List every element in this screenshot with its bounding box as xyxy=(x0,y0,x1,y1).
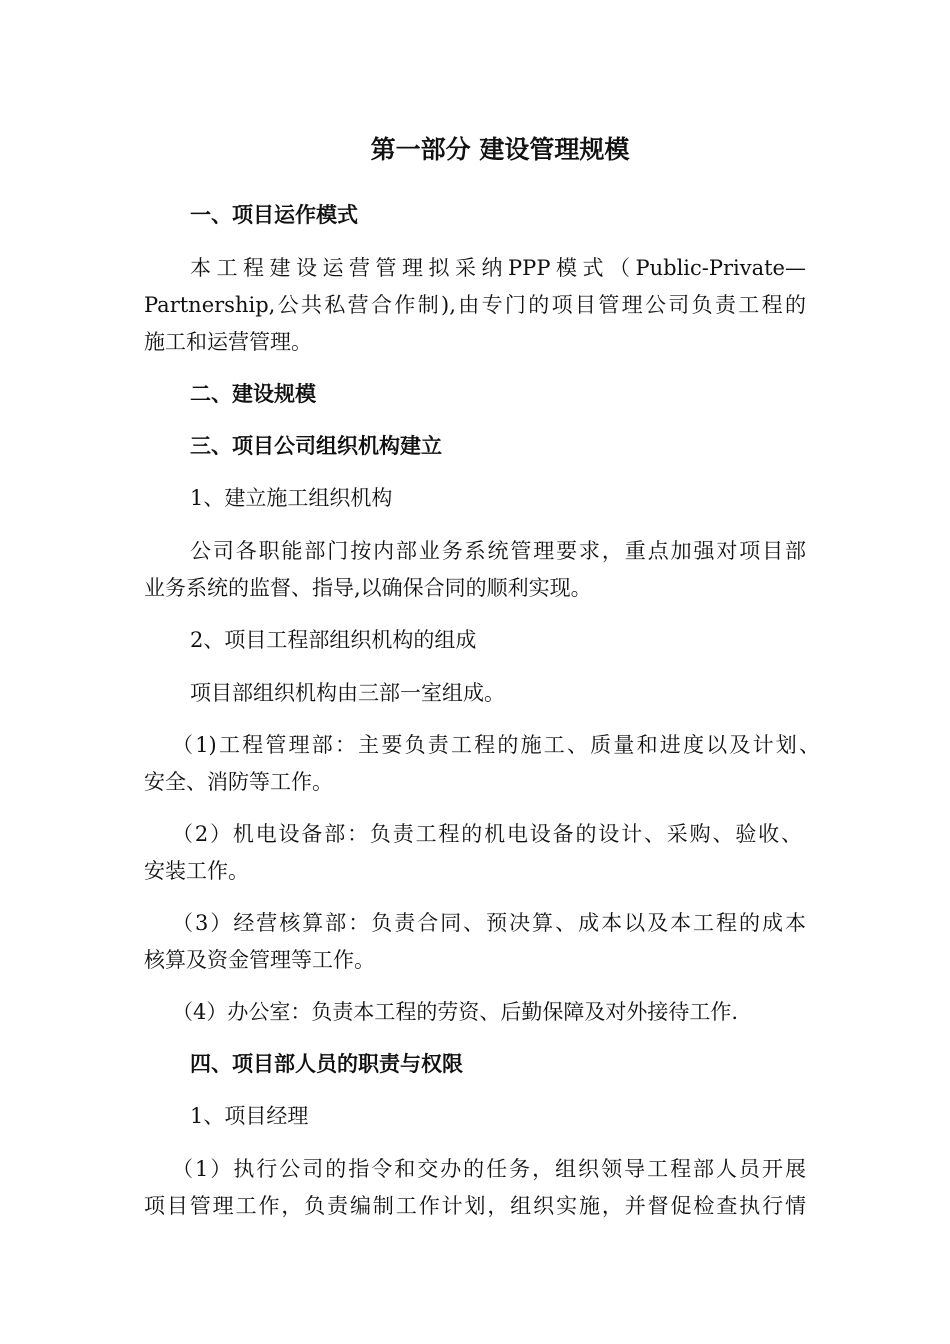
subsection-heading: 2、项目工程部组织机构的组成 xyxy=(190,628,477,652)
subsection-heading: 1、建立施工组织机构 xyxy=(190,486,393,510)
section-heading-responsibilities: 四、项目部人员的职责与权限 xyxy=(190,1052,463,1076)
paragraph-line: （1)工程管理部：主要负责工程的施工、质量和进度以及计划、 xyxy=(172,733,820,757)
paragraph-line: 项目管理工作，负责编制工作计划，组织实施，并督促检查执行情 xyxy=(144,1194,806,1218)
paragraph-line: 安装工作。 xyxy=(144,859,249,883)
paragraph-line: Partnership,公共私营合作制),由专门的项目管理公司负责工程的 xyxy=(144,293,806,317)
paragraph-line: 核算及资金管理等工作。 xyxy=(144,948,375,972)
page-title: 第一部分 建设管理规模 xyxy=(370,135,630,164)
section-heading-operation-mode: 一、项目运作模式 xyxy=(190,203,358,227)
paragraph-line: 施工和运营管理。 xyxy=(144,330,312,354)
paragraph-line: 业务系统的监督、指导,以确保合同的顺利实现。 xyxy=(144,576,592,600)
paragraph-line: （4）办公室：负责本工程的劳资、后勤保障及对外接待工作. xyxy=(172,1000,739,1024)
subsection-heading: 1、项目经理 xyxy=(190,1104,309,1128)
section-heading-organization: 三、项目公司组织机构建立 xyxy=(190,434,442,458)
paragraph-line: 项目部组织机构由三部一室组成。 xyxy=(190,681,505,705)
paragraph-line: （3）经营核算部：负责合同、预决算、成本以及本工程的成本 xyxy=(172,911,806,935)
paragraph-line: （1）执行公司的指令和交办的任务，组织领导工程部人员开展 xyxy=(172,1157,806,1181)
paragraph-line: 安全、消防等工作。 xyxy=(144,770,333,794)
paragraph-line: 公司各职能部门按内部业务系统管理要求，重点加强对项目部 xyxy=(190,539,806,563)
section-heading-scale: 二、建设规模 xyxy=(190,382,316,406)
paragraph-line: （2）机电设备部：负责工程的机电设备的设计、采购、验收、 xyxy=(172,822,802,846)
paragraph-line: 本工程建设运营管理拟采纳PPP模式（Public-Private— xyxy=(190,256,806,280)
